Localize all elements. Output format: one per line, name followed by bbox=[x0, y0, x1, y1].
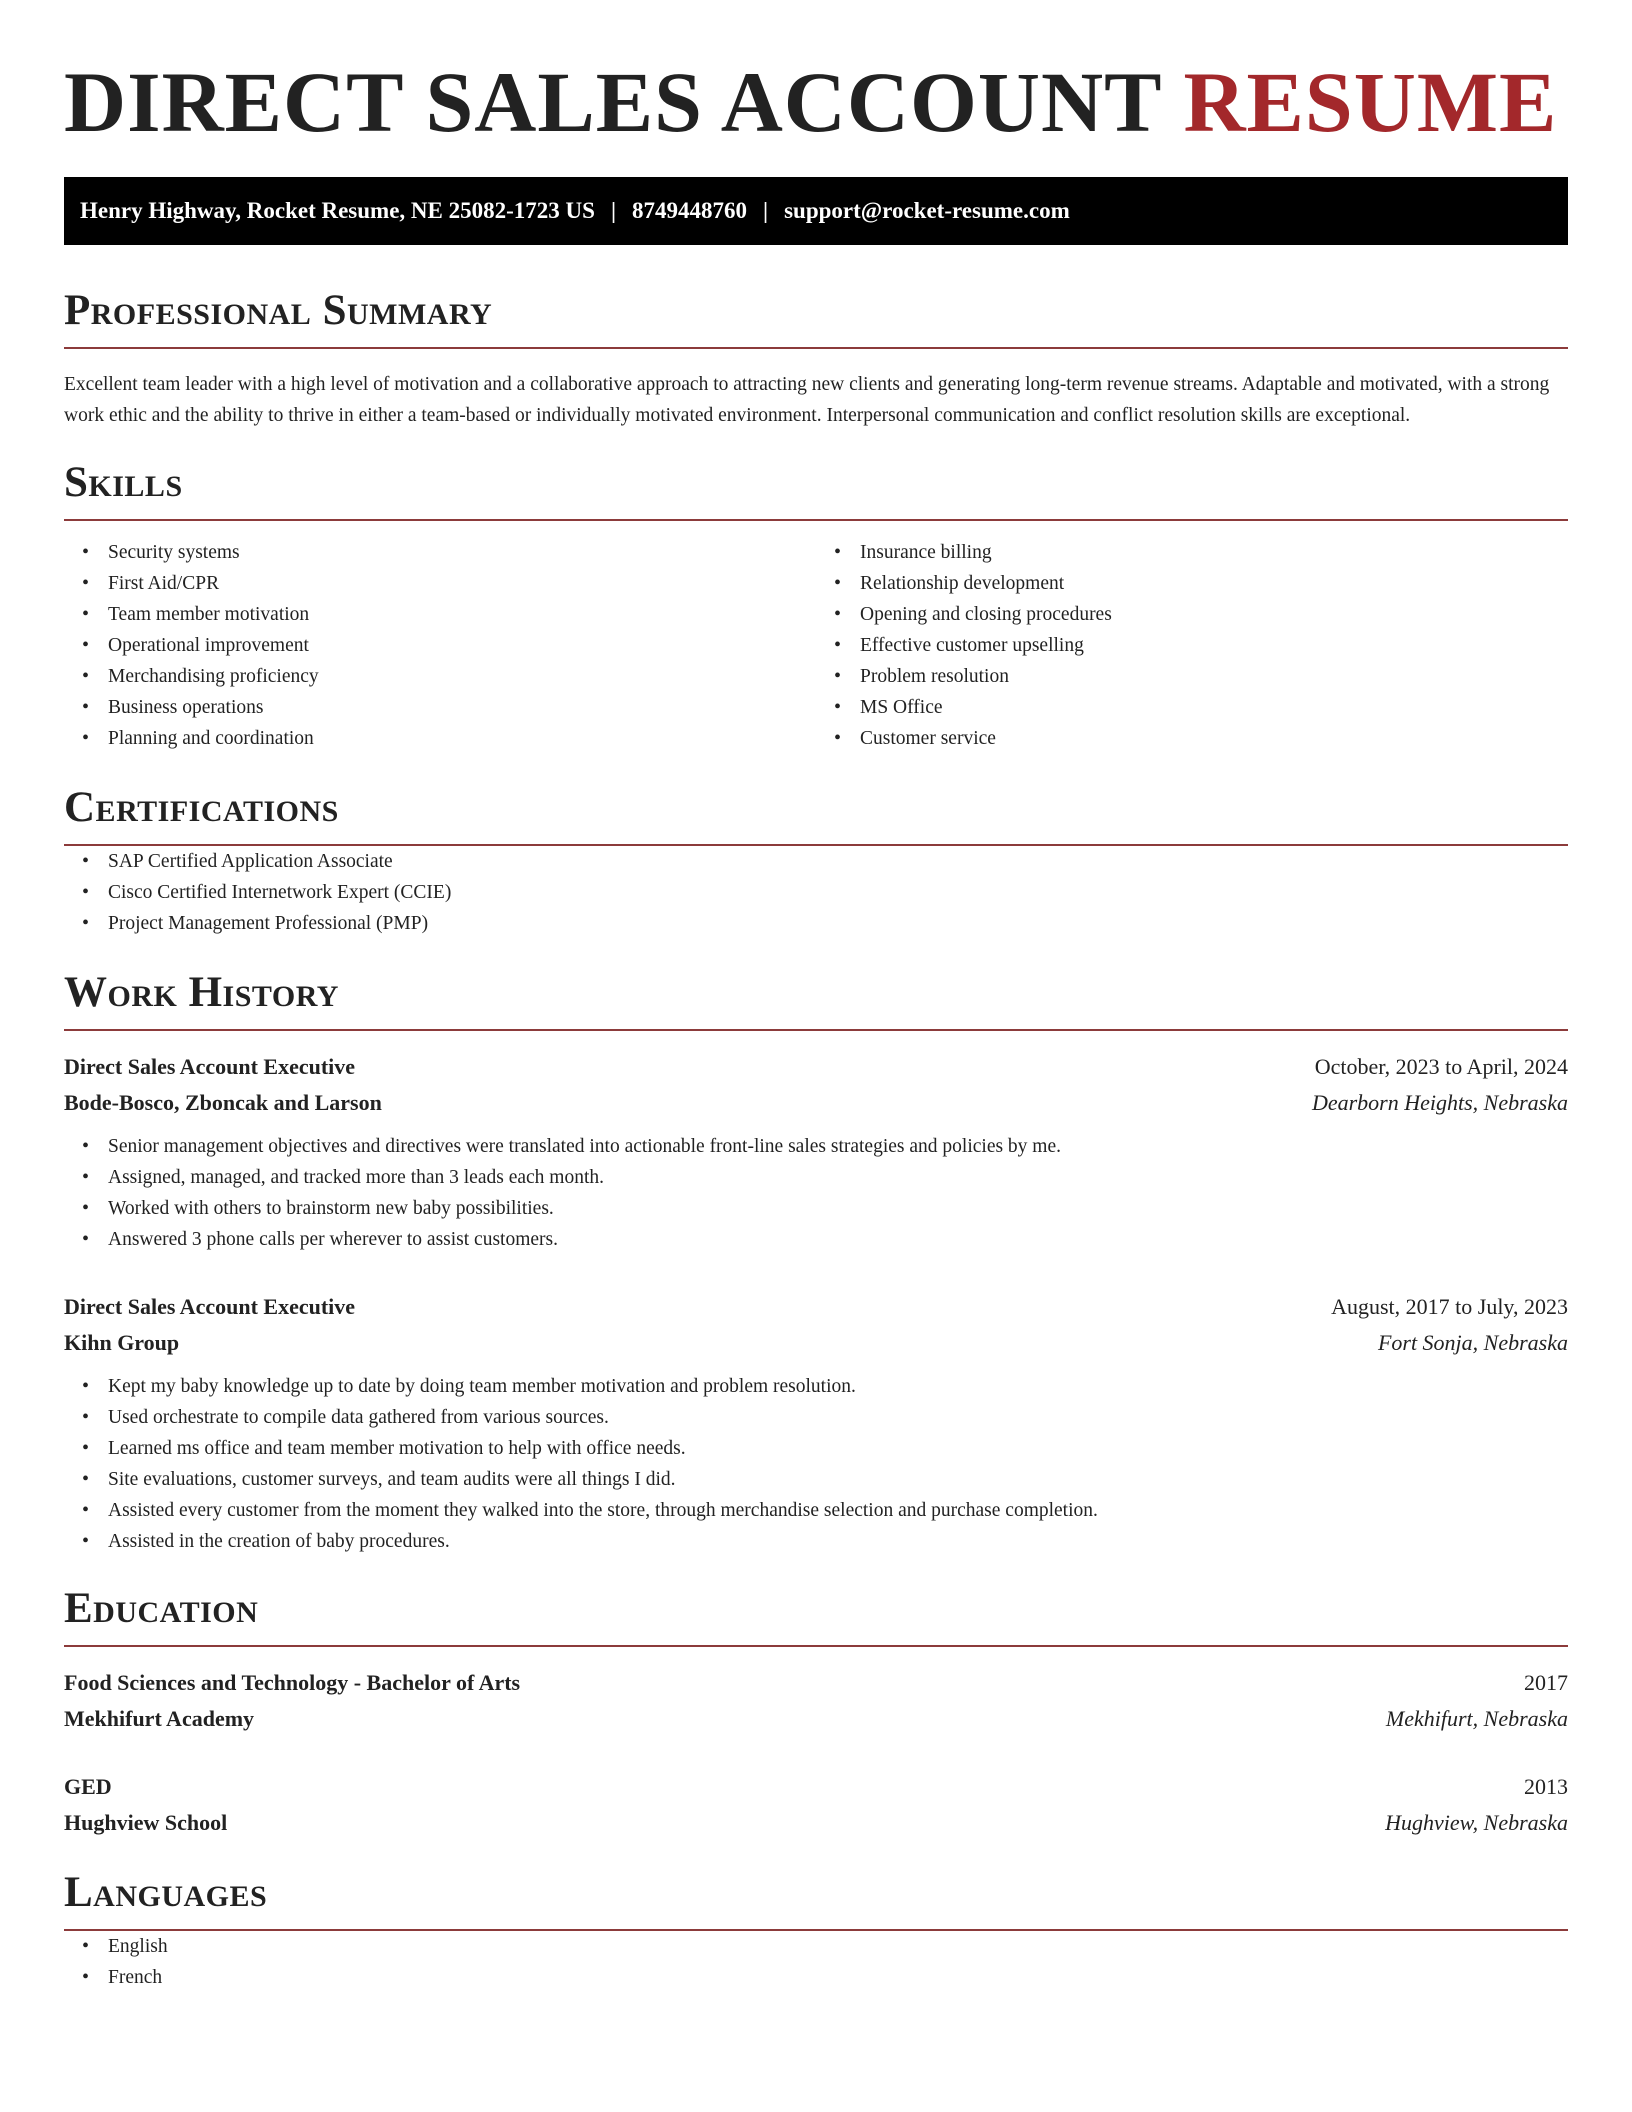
job-dates: October, 2023 to April, 2024 bbox=[1314, 1054, 1568, 1079]
certifications-section bbox=[64, 782, 1568, 939]
languages-list bbox=[64, 1931, 1568, 1993]
education-location: Mekhifurt, Nebraska bbox=[1385, 1706, 1568, 1731]
job-duty: • Used orchestrate to compile data gathered from various sources. bbox=[64, 1402, 1568, 1433]
education-year: 2013 bbox=[1524, 1774, 1568, 1799]
skills-section bbox=[64, 457, 1568, 754]
job-title: Direct Sales Account Executive bbox=[64, 1054, 356, 1079]
job-entry bbox=[64, 1289, 1568, 1557]
certification-item: • Cisco Certified Internetwork Expert (CCIE) bbox=[64, 877, 1568, 908]
skill-item: • MS Office bbox=[816, 692, 1568, 723]
skill-item: • Relationship development bbox=[816, 568, 1568, 599]
certification-item: • Project Management Professional (PMP) bbox=[64, 908, 1568, 939]
skill-item: • Security systems bbox=[64, 537, 816, 568]
skill-item: • Business operations bbox=[64, 692, 816, 723]
job-duty: • Assisted every customer from the moment they walked into the store, through merchandise selection and purchase completion. bbox=[64, 1495, 1568, 1526]
job-entry bbox=[64, 1049, 1568, 1255]
languages-section bbox=[64, 1867, 1568, 1993]
summary-section bbox=[64, 285, 1568, 431]
skills-list-left bbox=[64, 537, 816, 754]
education-degree: Food Sciences and Technology - Bachelor of Arts bbox=[64, 1670, 521, 1695]
job-duty: • Kept my baby knowledge up to date by doing team member motivation and problem resolution. bbox=[64, 1371, 1568, 1402]
job-company: Kihn Group bbox=[64, 1330, 180, 1355]
skill-item: • Team member motivation bbox=[64, 599, 816, 630]
job-duty: • Site evaluations, customer surveys, and team audits were all things I did. bbox=[64, 1464, 1568, 1495]
job-location: Fort Sonja, Nebraska bbox=[1377, 1330, 1568, 1355]
language-item: • French bbox=[64, 1962, 1568, 1993]
job-title-row bbox=[64, 1289, 1568, 1325]
education-degree: GED bbox=[64, 1774, 112, 1799]
contact-separator: | bbox=[610, 198, 617, 223]
education-school-row bbox=[64, 1701, 1568, 1737]
job-duties-list bbox=[64, 1131, 1568, 1255]
contact-bar bbox=[64, 177, 1568, 245]
certification-item: • SAP Certified Application Associate bbox=[64, 846, 1568, 877]
job-duty: • Learned ms office and team member motivation to help with office needs. bbox=[64, 1433, 1568, 1464]
education-entry bbox=[64, 1769, 1568, 1841]
title-main: DIRECT SALES ACCOUNT bbox=[64, 54, 1161, 150]
job-company: Bode-Bosco, Zboncak and Larson bbox=[64, 1090, 382, 1115]
skill-item: • Insurance billing bbox=[816, 537, 1568, 568]
skills-list-right bbox=[816, 537, 1568, 754]
language-item: • English bbox=[64, 1931, 1568, 1962]
job-duties-list bbox=[64, 1371, 1568, 1557]
education-degree-row bbox=[64, 1769, 1568, 1805]
education-school-row bbox=[64, 1805, 1568, 1841]
skill-item: • Opening and closing procedures bbox=[816, 599, 1568, 630]
job-company-row bbox=[64, 1085, 1568, 1121]
skill-item: • Planning and coordination bbox=[64, 723, 816, 754]
contact-separator: | bbox=[763, 198, 769, 223]
education-year: 2017 bbox=[1524, 1670, 1568, 1695]
contact-phone: 8749448760 bbox=[632, 198, 748, 223]
education-heading: Education bbox=[64, 1583, 1568, 1647]
job-duty: • Worked with others to brainstorm new baby possibilities. bbox=[64, 1193, 1568, 1224]
job-duty: • Assigned, managed, and tracked more than 3 leads each month. bbox=[64, 1162, 1568, 1193]
education-entry bbox=[64, 1665, 1568, 1737]
skill-item: • Customer service bbox=[816, 723, 1568, 754]
job-duty: • Senior management objectives and directives were translated into actionable front-line sales strategies and policies by me. bbox=[64, 1131, 1568, 1162]
job-title: Direct Sales Account Executive bbox=[64, 1294, 356, 1319]
certifications-heading: Certifications bbox=[64, 782, 1568, 846]
skill-item: • Problem resolution bbox=[816, 661, 1568, 692]
resume-title bbox=[64, 52, 1568, 152]
skills-grid bbox=[64, 537, 1568, 754]
education-section bbox=[64, 1583, 1568, 1841]
skills-heading: Skills bbox=[64, 457, 1568, 521]
education-school: Mekhifurt Academy bbox=[64, 1706, 255, 1731]
title-accent: RESUME bbox=[1183, 54, 1558, 150]
summary-text: Excellent team leader with a high level of motivation and a collaborative approach to attracting new clients and generating long-term revenue streams. Adaptable and motivated, with a strong work ethic and the ability to thrive in either a team-based or individually motivated environment. Interpersonal communication and conflict resolution skills are exceptional. bbox=[64, 374, 1550, 426]
education-school: Hughview School bbox=[64, 1810, 228, 1835]
job-duty: • Answered 3 phone calls per wherever to assist customers. bbox=[64, 1224, 1568, 1255]
certifications-list bbox=[64, 846, 1568, 939]
skill-item: • Merchandising proficiency bbox=[64, 661, 816, 692]
contact-address: Henry Highway, Rocket Resume, NE 25082-1723 US bbox=[80, 198, 595, 223]
education-location: Hughview, Nebraska bbox=[1385, 1810, 1568, 1835]
contact-email: support@rocket-resume.com bbox=[784, 198, 1070, 223]
education-degree-row bbox=[64, 1665, 1568, 1701]
job-duty: • Assisted in the creation of baby procedures. bbox=[64, 1526, 1568, 1557]
work-history-heading: Work History bbox=[64, 967, 1568, 1031]
skill-item: • First Aid/CPR bbox=[64, 568, 816, 599]
job-location: Dearborn Heights, Nebraska bbox=[1311, 1090, 1568, 1115]
skill-item: • Effective customer upselling bbox=[816, 630, 1568, 661]
job-title-row bbox=[64, 1049, 1568, 1085]
job-dates: August, 2017 to July, 2023 bbox=[1331, 1294, 1568, 1319]
languages-heading: Languages bbox=[64, 1867, 1568, 1931]
work-history-section bbox=[64, 967, 1568, 1557]
summary-heading: Professional Summary bbox=[64, 285, 1568, 349]
skill-item: • Operational improvement bbox=[64, 630, 816, 661]
job-company-row bbox=[64, 1325, 1568, 1361]
